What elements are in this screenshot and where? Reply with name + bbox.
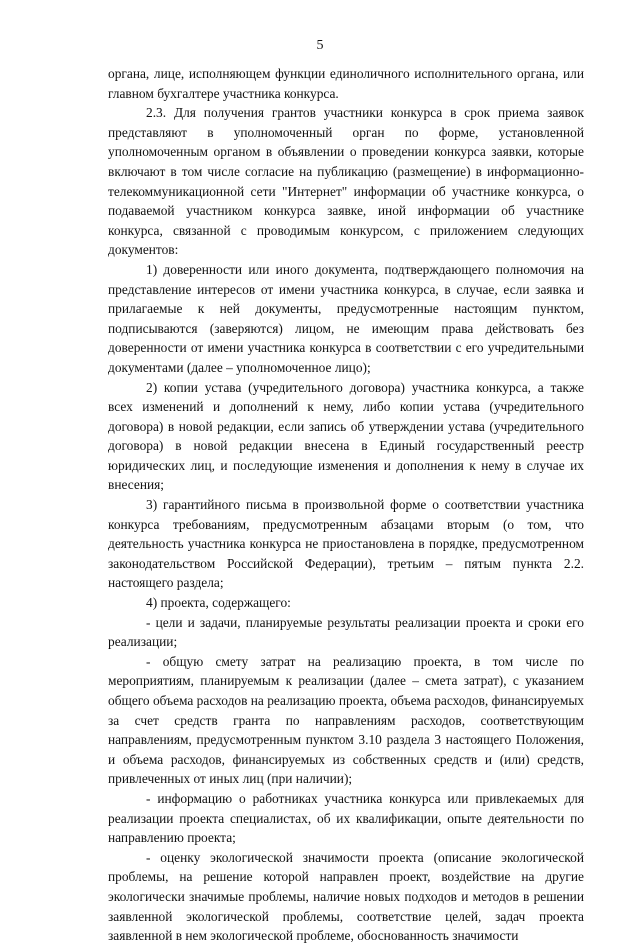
paragraph-continuation: органа, лице, исполняющем функции единоличного исполнительного органа, или главном бухгалтере участника конкурса.: [108, 66, 584, 101]
sub-item-staff: - информацию о работниках участника конкурса или привлекаемых для реализации проекта специалистах, об их квалификации, опыте деятельности по направлению проекта;: [108, 790, 584, 846]
paragraph-clause-2-3: 2.3. Для получения грантов участники конкурса в срок приема заявок представляют в уполномоченный орган по форме, установленной уполномоченным органом в объявлении о проведении конкурса заявки, которые включают в том числе согласие на публикацию (размещение) в информационно-телекоммуникационной сети "Интернет" информации об участнике конкурса, о подаваемой участником конкурса заявке, иной информации об участнике конкурса, связанной с проводимым конкурсом, с приложением следующих документов:: [108, 105, 584, 258]
page-number: 5: [316, 38, 324, 53]
sub-item-goals: - цели и задачи, планируемые результаты реализации проекта и сроки его реализации;: [108, 614, 584, 650]
list-item-4: 4) проекта, содержащего:: [146, 595, 291, 611]
list-item-2: 2) копии устава (учредительного договора) участника конкурса, а также всех изменений и дополнений к нему, либо копии устава (учредительного договора) в новой редакции, если запись об утверждении устава (учредительного договора) в новой редакции внесена в Единый государственный реестр юридических лиц, и последующие изменения и дополнения к нему в случае их внесения;: [108, 379, 584, 493]
sub-item-budget: - общую смету затрат на реализацию проекта, в том числе по мероприятиям, планируемым к реализации (далее – смета затрат), с указанием общего объема расходов на реализацию проекта, объема расходов, финансируемых за счет средств гранта по направлениям расходов, соответствующим направлениям, предусмотренным пунктом 3.10 раздела 3 настоящего Положения, и объема расходов, финансируемых из собственных средств и (или) средств, привлеченных от иных лиц (при наличии);: [108, 653, 585, 787]
list-item-3: 3) гарантийного письма в произвольной форме о соответствии участника конкурса требованиям, предусмотренным абзацами вторым (о том, что деятельность участника конкурса не приостановлена в порядке, предусмотренном законодательством Российской Федерации), третьим – пятым пункта 2.2. настоящего раздела;: [108, 497, 584, 591]
list-item-1: 1) доверенности или иного документа, подтверждающего полномочия на представление интересов от имени участника конкурса, в случае, если заявка и прилагаемые к ней документы, предусмотренные настоящим пунктом, подписываются (заверяются) лицом, не имеющим права действовать без доверенности от имени участника конкурса в соответствии с его учредительными документами (далее – уполномоченное лицо);: [108, 261, 584, 375]
sub-item-ecology: - оценку экологической значимости проекта (описание экологической проблемы, на решение которой направлен проект, воздействие на другие экологически значимые проблемы, наличие новых подходов и методов в решении заявленной экологической проблемы, соответствие целей, задач проекта заявленной в нем экологической проблеме, обоснованность значимости: [108, 849, 584, 944]
document-body: [108, 64, 584, 946]
